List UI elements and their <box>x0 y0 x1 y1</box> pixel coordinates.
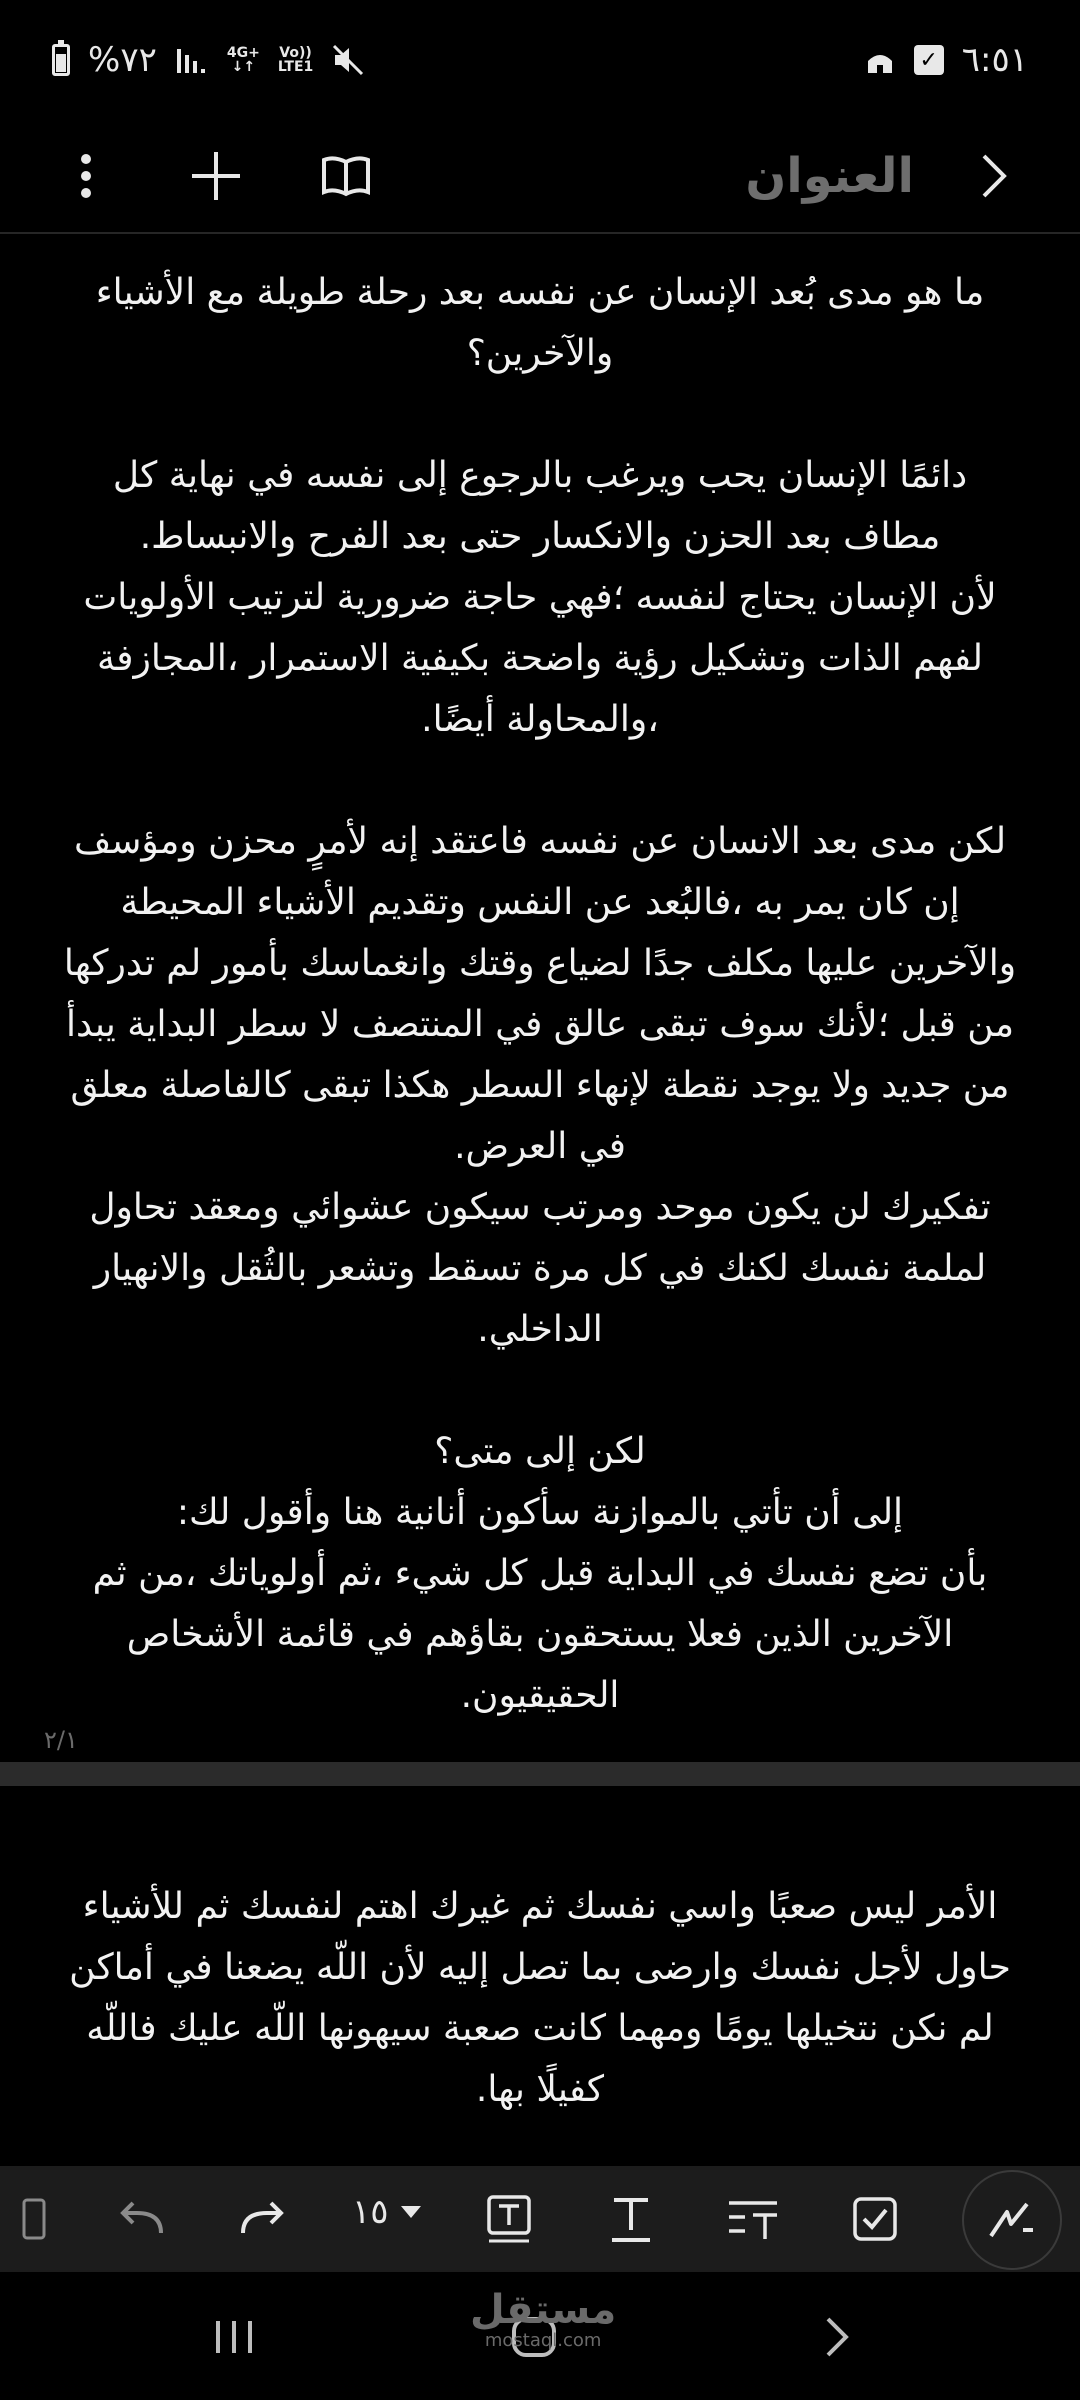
pen-icon <box>987 2200 1037 2240</box>
handwriting-button[interactable] <box>962 2170 1062 2270</box>
watermark-brand: مستقل <box>470 2287 617 2333</box>
undo-icon <box>117 2199 165 2239</box>
network-type-label: 4G+ <box>226 45 260 61</box>
battery-percent: %٧٢ <box>88 40 157 80</box>
battery-icon <box>52 44 70 76</box>
volte-label-bottom: LTE1 <box>277 59 314 75</box>
paragraph: بأن تضع نفسك في البداية قبل كل شيء ،ثم أولوياتك ،من ثم الآخرين الذين فعلا يستحقون بقاؤهم في قائمة الأشخاص الحقيقيون. <box>92 1553 988 1716</box>
back-button[interactable] <box>964 146 1024 206</box>
volte-label-top: Vo)) <box>279 45 312 61</box>
text-box-button[interactable] <box>474 2184 544 2254</box>
app-header <box>0 120 1080 234</box>
add-page-button[interactable] <box>186 146 246 206</box>
watermark <box>470 2287 617 2351</box>
toolbar-scroll-handle[interactable] <box>0 2184 70 2254</box>
more-options-button[interactable] <box>56 146 116 206</box>
watermark-url: mostaql.com <box>484 2330 602 2351</box>
text-style-button[interactable] <box>596 2184 666 2254</box>
page-edge-icon <box>20 2196 50 2242</box>
checklist-button[interactable] <box>840 2184 910 2254</box>
blank-line <box>60 1360 1020 1421</box>
checkbox-notification-icon: ✓ <box>914 45 944 75</box>
document-page-2[interactable] <box>0 1876 1080 2120</box>
text-format-list-icon <box>727 2197 779 2241</box>
book-icon <box>320 154 372 198</box>
chevron-right-icon <box>822 2315 850 2359</box>
paragraph: لكن مدى بعد الانسان عن نفسه فاعتقد إنه لأمرٍ محزن ومؤسف إن كان يمر به ،فالبُعد عن النفس وتقديم الأشياء المحيطة والآخرين عليها مكلف جدًا لضياع وقتك وانغماسك بأمور لم تدركها من قبل ؛لأنك سوف تبقى عالق في المنتصف لا سطر البداية يبدأ من جديد ولا يوجد نقطة لإنهاء السطر هكذا تبقى كالفاصلة معلق في العرض. <box>63 821 1017 1167</box>
text-box-icon <box>486 2194 532 2244</box>
caret-down-icon <box>401 2206 421 2218</box>
plus-icon <box>190 150 242 202</box>
status-left <box>52 40 365 80</box>
status-bar <box>0 0 1080 120</box>
font-size-dropdown[interactable] <box>352 2192 421 2232</box>
paragraph: لكن إلى متى؟ <box>434 1431 646 1472</box>
note-title[interactable]: العنوان <box>745 148 914 204</box>
redo-icon <box>239 2199 287 2239</box>
status-right <box>864 40 1028 80</box>
blank-line <box>60 750 1020 811</box>
redo-button[interactable] <box>228 2184 298 2254</box>
network-type-icon: 4G+ ↓↑ <box>226 45 260 75</box>
chevron-back-icon <box>978 152 1010 200</box>
paragraph: الأمر ليس صعبًا واسي نفسك ثم غيرك اهتم لنفسك ثم للأشياء حاول لأجل نفسك وارضى بما تصل إليه لأن اللّه يضعنا في أماكن لم نكن نتخيلها يومًا ومهما كانت صعبة سيهونها اللّه عليك فاللّه كفيلًا بها. <box>69 1886 1011 2110</box>
paragraph-format-button[interactable] <box>718 2184 788 2254</box>
reading-mode-button[interactable] <box>316 146 376 206</box>
status-time: ٦:٥١ <box>961 40 1028 80</box>
mute-icon <box>331 43 365 77</box>
undo-button[interactable] <box>106 2184 176 2254</box>
volte-icon <box>278 46 313 74</box>
mosque-icon <box>864 45 896 75</box>
back-nav-button[interactable] <box>796 2302 876 2372</box>
page-number: ٢/١ <box>44 1726 78 1754</box>
paragraph: تفكيرك لن يكون موحد ومرتب سيكون عشوائي ومعقد تحاول لملمة نفسك لكنك في كل مرة تسقط وتشعر بالثُقل والانهيار الداخلي. <box>89 1187 991 1350</box>
blank-line <box>60 384 1020 445</box>
formatting-toolbar <box>0 2166 1080 2272</box>
document-page-1[interactable] <box>0 262 1080 1760</box>
more-vertical-icon <box>80 153 92 199</box>
page-divider <box>0 1762 1080 1786</box>
font-size-value: ١٥ <box>352 2192 389 2232</box>
text-underline-icon <box>608 2194 654 2244</box>
paragraph: دائمًا الإنسان يحب ويرغب بالرجوع إلى نفسه في نهاية كل مطاف بعد الحزن والانكسار حتى بعد الفرح والانبساط. <box>112 455 968 557</box>
paragraph: ما هو مدى بُعد الإنسان عن نفسه بعد رحلة طويلة مع الأشياء والآخرين؟ <box>95 272 985 374</box>
recent-apps-button[interactable] <box>194 2302 274 2372</box>
checkbox-icon <box>852 2196 898 2242</box>
paragraph: إلى أن تأتي بالموازنة سأكون أنانية هنا وأقول لك: <box>176 1492 904 1533</box>
recent-apps-icon <box>212 2317 256 2357</box>
paragraph: لأن الإنسان يحتاج لنفسه ؛فهي حاجة ضرورية لترتيب الأولويات لفهم الذات وتشكيل رؤية واضحة بكيفية الاستمرار ،المجازفة ،والمحاولة أيضًا. <box>83 577 997 740</box>
signal-icon <box>175 45 209 75</box>
header-actions <box>56 146 376 206</box>
